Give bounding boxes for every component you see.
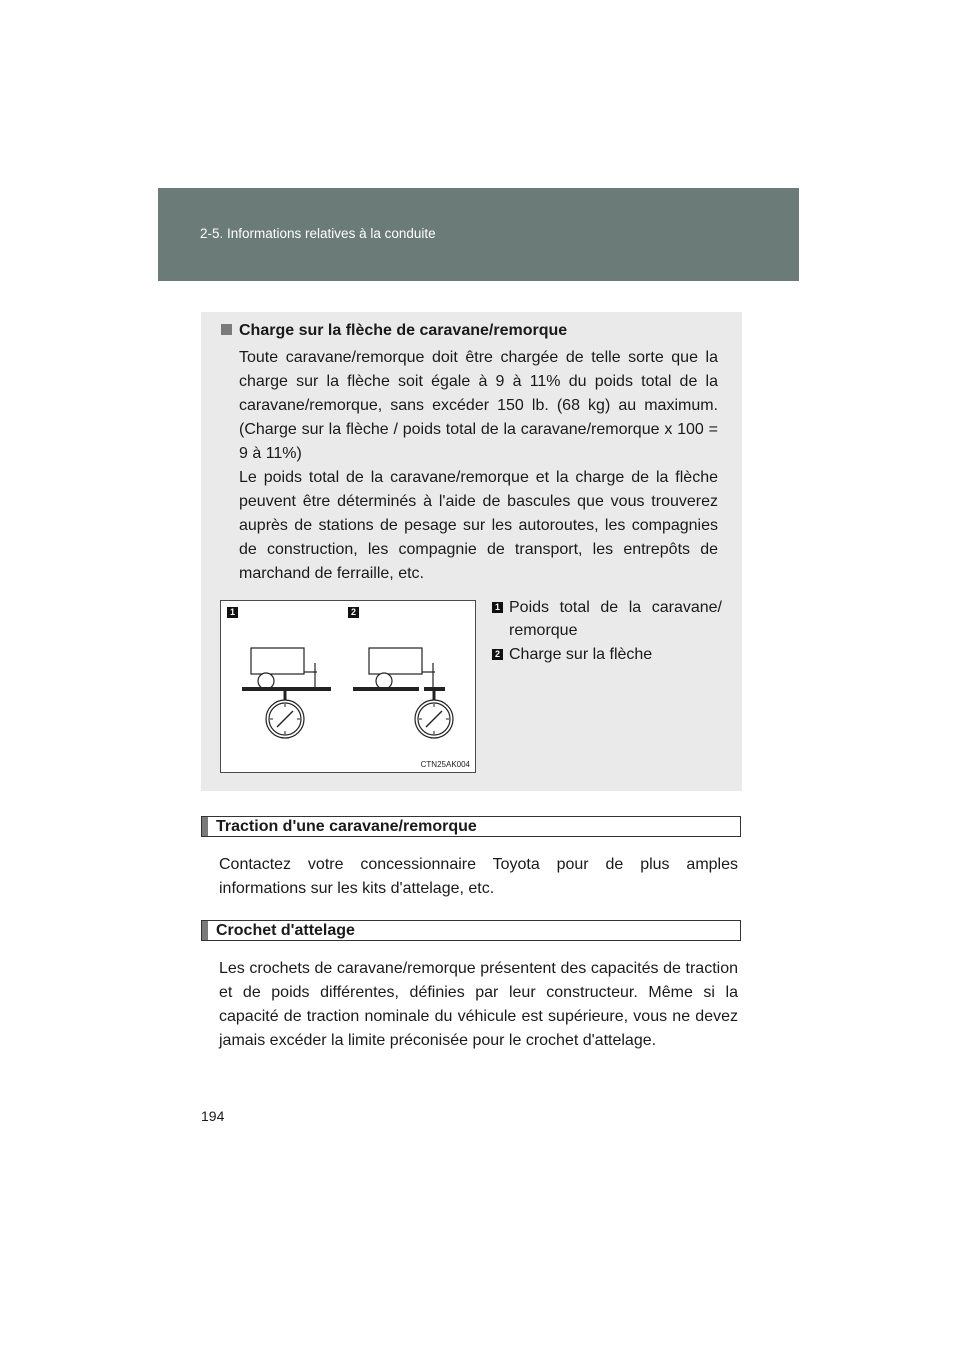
section-body-hitch: Les crochets de caravane/remorque présentent des capacités de traction et de poids différentes, définies par leur constructeur. Même si la capacité de traction nominale du véhicule est supérieure, vous ne devez jamais excéder la limite préconisée pour le crochet d'attelage.: [219, 960, 738, 1049]
square-bullet-icon: [221, 324, 232, 335]
legend-text-2: Charge sur la flèche: [509, 646, 653, 663]
legend-item-1: [492, 596, 722, 642]
chapter-header: [158, 188, 799, 281]
section-heading-bar: [202, 921, 208, 940]
legend-text-1: Poids total de la caravane/ remorque: [509, 599, 722, 639]
page-number: 194: [201, 1108, 225, 1124]
info-heading-text: Charge sur la flèche de caravane/remorque: [239, 322, 568, 339]
legend-badge-1: 1: [492, 602, 503, 613]
info-box: [201, 312, 742, 791]
info-paragraph-2: Le poids total de la caravane/remorque et la charge de la flèche peuvent être déterminés à l'aide de bascules que vous trouverez auprès de stations de pesage sur les autoroutes, les compagnies de construction, les compagnie de transport, les entrepôts de marchand de ferraille, etc.: [239, 469, 718, 582]
section-heading-text: Traction d'une caravane/remorque: [216, 818, 477, 835]
section-body-towing: Contactez votre concessionnaire Toyota pour de plus amples informations sur les kits d'attelage, etc.: [219, 856, 738, 897]
section-heading-text: Crochet d'attelage: [216, 922, 355, 939]
figure-badge-2: 2: [348, 607, 359, 618]
legend-badge-2: 2: [492, 649, 503, 660]
trailer-scale-illustration: [221, 601, 475, 772]
info-paragraph-1: Toute caravane/remorque doit être chargée de telle sorte que la charge sur la flèche soit égale à 9 à 11% du poids total de la caravane/remorque, sans excéder 150 lb. (68 kg) au maximum. (Charge sur la flèche / poids total de la caravane/remorque x 100 = 9 à 11%): [239, 349, 718, 462]
trailer-weighing-figure: [220, 600, 476, 773]
figure-code: CTN25AK004: [420, 760, 470, 769]
section-heading-towing: [201, 816, 741, 837]
figure-badge-1: 1: [227, 607, 238, 618]
section-heading-hitch: [201, 920, 741, 941]
legend-item-2: [492, 643, 722, 666]
section-heading-bar: [202, 817, 208, 836]
chapter-title: 2-5. Informations relatives à la conduite: [200, 226, 436, 241]
info-heading: [221, 322, 567, 340]
